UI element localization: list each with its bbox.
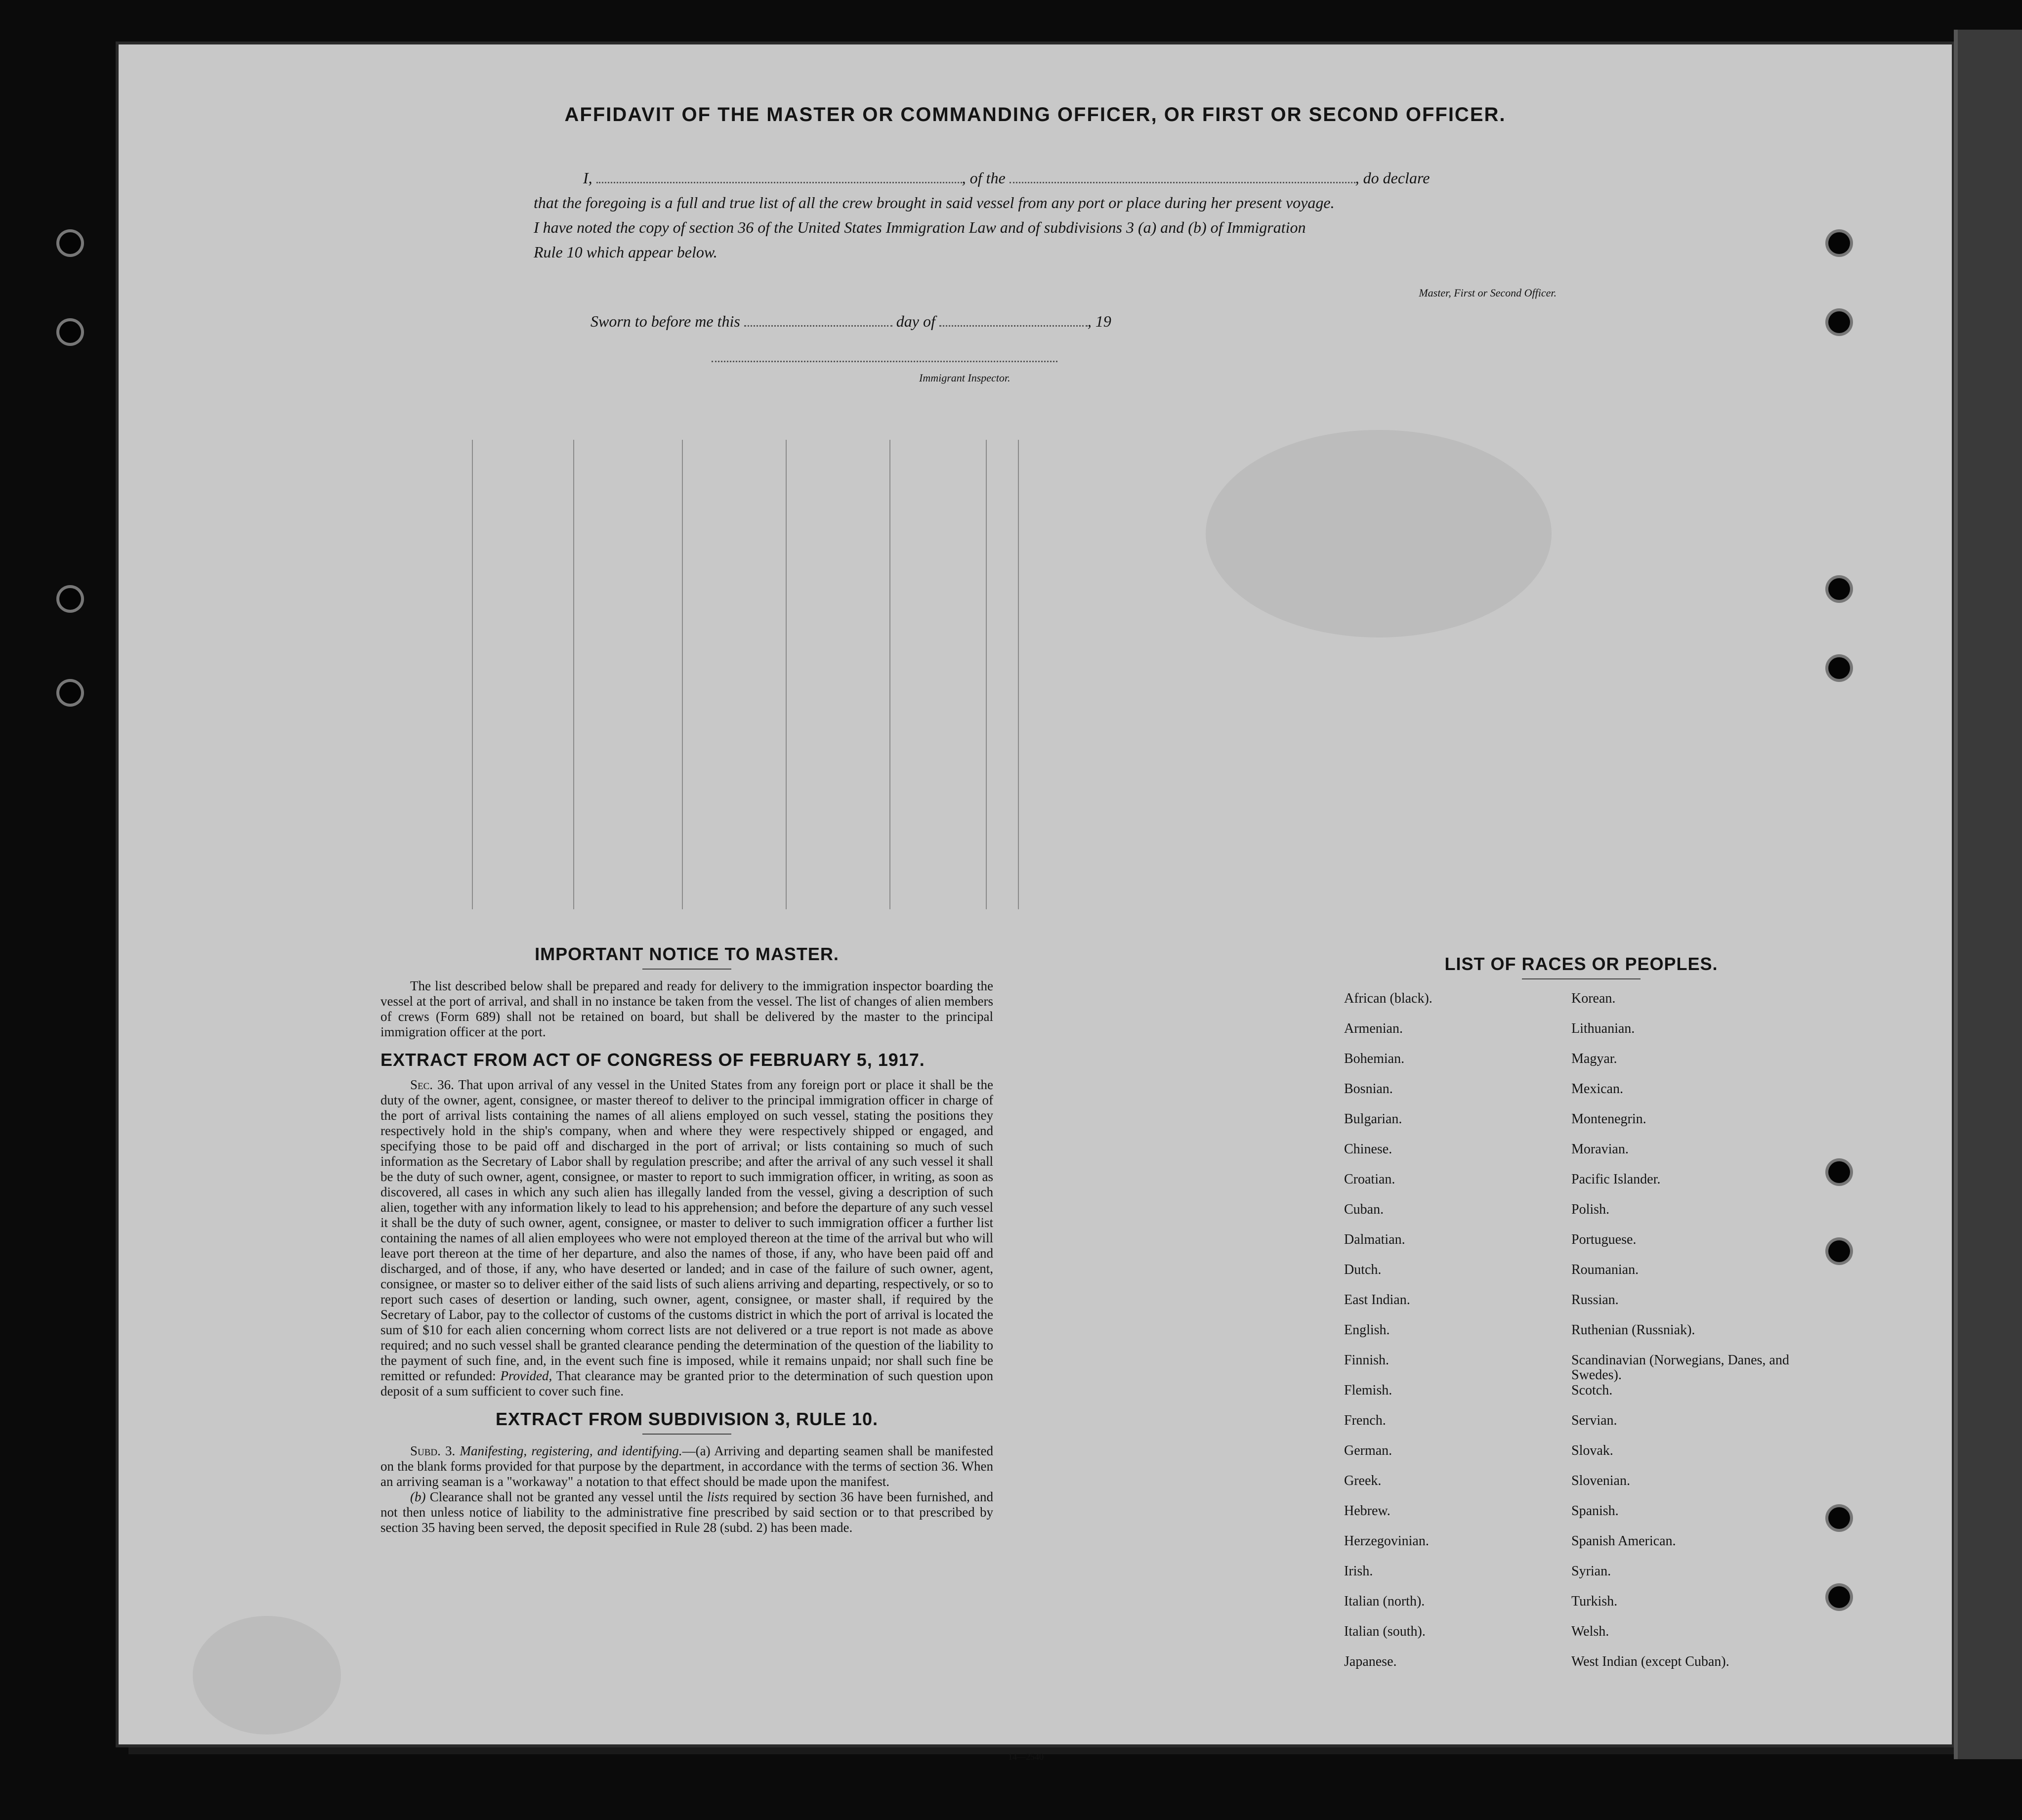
race-item-right: Slovenian. <box>1571 1473 1630 1488</box>
race-item-left: Irish. <box>1344 1564 1373 1579</box>
race-item-left: Italian (south). <box>1344 1624 1426 1639</box>
affidavit-title: AFFIDAVIT OF THE MASTER OR COMMANDING OFFICER, OR FIRST OR SECOND OFFICER. <box>564 104 1506 126</box>
act-section-36 <box>380 1077 993 1399</box>
punch-hole <box>59 232 81 254</box>
race-item-right: Magyar. <box>1571 1051 1617 1066</box>
subd-label: Subd. 3. <box>410 1443 456 1458</box>
subd-b-lists: lists <box>707 1489 729 1504</box>
affidavit-block <box>534 166 1631 264</box>
affidavit-line-4: Rule 10 which appear below. <box>534 243 717 261</box>
affidavit-line-1 <box>534 166 1631 190</box>
form-page <box>119 44 1952 1762</box>
sworn-month-blank[interactable] <box>939 311 1088 327</box>
race-item-left: Finnish. <box>1344 1353 1390 1368</box>
race-item-left: Bulgarian. <box>1344 1111 1402 1127</box>
race-item-right: Turkish. <box>1571 1594 1618 1609</box>
race-item-left: Flemish. <box>1344 1383 1392 1398</box>
punch-hole <box>59 588 81 610</box>
race-item-right: Mexican. <box>1571 1081 1623 1097</box>
subd-b-text-1: Clearance shall not be granted any vessel until the <box>429 1489 703 1504</box>
inspector-signature-blank[interactable] <box>712 361 1057 362</box>
declarant-prefix: I, <box>583 169 592 187</box>
sworn-year: , 19 <box>1087 312 1111 330</box>
race-item-right: Portuguese. <box>1571 1232 1637 1247</box>
race-item-right: West Indian (except Cuban). <box>1571 1654 1729 1669</box>
column-rule <box>472 440 473 909</box>
race-item-right: Russian. <box>1571 1292 1619 1308</box>
column-rule <box>682 440 683 909</box>
sworn-line <box>590 309 1687 334</box>
rule-subdivision-a <box>380 1443 993 1489</box>
punch-hole <box>1828 232 1850 254</box>
section-label: Sec. 36. <box>410 1077 454 1092</box>
race-item-left: German. <box>1344 1443 1392 1458</box>
column-rule <box>986 440 987 909</box>
race-item-left: Herzegovinian. <box>1344 1533 1429 1549</box>
column-rule <box>1018 440 1019 909</box>
race-item-right: Ruthenian (Russniak). <box>1571 1322 1695 1338</box>
binder-edge <box>1954 30 2022 1759</box>
race-item-left: Cuban. <box>1344 1202 1384 1217</box>
heading-rule <box>642 1434 731 1435</box>
proviso-word: Provided, <box>500 1368 552 1383</box>
do-declare-label: , do declare <box>1355 169 1430 187</box>
races-list <box>1344 991 1818 1685</box>
subd-title: Manifesting, registering, and identifying. <box>460 1443 682 1458</box>
column-rule <box>573 440 574 909</box>
race-item-left: Bohemian. <box>1344 1051 1405 1066</box>
section-36-text: That upon arrival of any vessel in the United States from any foreign port or place it shall be the duty of the owner, agent, consignee, or master thereof to deliver to the principal immigration officer in charge of the port of arrival lists containing the names of all aliens employed on such vessel, stating the positions they respectively hold in the ship's company, when and where they were respectively shipped or engaged, and specifying those to be paid off and discharged in the port of arrival; or lists containing so much of such information as the Secretary of Labor shall by regulation prescribe; and after the arrival of any such vessel it shall be the duty of such owner, agent, consignee, or master to report to such immigration officer, in writing, as soon as discovered, all cases in which any such alien has illegally landed from the vessel, giving a description of such alien, together with any information likely to lead to his apprehension; and before the departure of any such vessel it shall be the duty of such owner, agent, consignee, or master to deliver to such immigration officer a further list containing the names of all alien employees who were not employed thereon at the time of the arrival but who will leave port thereon at the time of her departure, and also the names of those, if any, who have been paid off and discharged, and of those, if any, who have deserted or landed; and in case of the failure of such owner, agent, consignee, or master so to deliver either of the said lists of such aliens arriving and departing, respectively, or so to report such cases of desertion or landing, such owner, agent, consignee, or master shall, if required by the Secretary of Labor, pay to the collector of customs of the customs district in which the port of arrival is located the sum of $10 for each alien concerning whom correct lists are not delivered or a true report is not made as above required; and no such vessel shall be granted clearance pending the determination of the question of the liability to the payment of such fine, and, in the event such fine is imposed, while it remains unpaid; nor shall such fine be remitted or refunded: <box>380 1077 994 1383</box>
race-item-left: Greek. <box>1344 1473 1382 1488</box>
race-item-left: Italian (north). <box>1344 1594 1425 1609</box>
punch-hole <box>1828 1161 1850 1183</box>
race-item-left: English. <box>1344 1322 1390 1338</box>
column-rule <box>889 440 890 909</box>
race-item-left: Bosnian. <box>1344 1081 1393 1097</box>
race-item-right: Roumanian. <box>1571 1262 1639 1277</box>
sworn-day-blank[interactable] <box>744 311 892 327</box>
proviso-text: That clearance may be granted prior to the determination of such question upon deposit of a sum sufficient to cover such fine. <box>380 1368 994 1398</box>
race-item-right: Slovak. <box>1571 1443 1613 1458</box>
act-heading: EXTRACT FROM ACT OF CONGRESS OF FEBRUARY 5, 1917. <box>380 1050 925 1070</box>
race-item-left: Dalmatian. <box>1344 1232 1405 1247</box>
heading-rule <box>642 969 731 970</box>
subd-b-text-2: required by section 36 have been furnished, and not then unless notice of liability to the administrative fine prescribed by said section or to that prescribed by section 35 having been served, the deposit specified in Rule 28 (subd. 2) has been made. <box>380 1489 994 1535</box>
race-item-right: Montenegrin. <box>1571 1111 1646 1127</box>
race-item-right: Spanish American. <box>1571 1533 1676 1549</box>
inspector-caption: Immigrant Inspector. <box>919 372 1011 384</box>
form-number: 14—2540 <box>1008 1752 1044 1762</box>
subd-a-text: —(a) Arriving and departing seamen shall be manifested on the blank forms provided for that purpose by the department, in accordance with the terms of section 36. When an arriving seaman is a "workaway" a notation to that effect should be made upon the manifest. <box>380 1443 993 1489</box>
race-item-left: Hebrew. <box>1344 1503 1390 1519</box>
declarant-name-blank[interactable] <box>596 168 962 183</box>
race-item-right: Welsh. <box>1571 1624 1609 1639</box>
race-item-left: Dutch. <box>1344 1262 1382 1277</box>
race-item-left: East Indian. <box>1344 1292 1410 1308</box>
faded-stain <box>1206 430 1552 637</box>
race-item-right: Servian. <box>1571 1413 1617 1428</box>
punch-hole <box>59 682 81 704</box>
notice-body: The list described below shall be prepared and ready for delivery to the immigration inspector boarding the vessel at the port of arrival, and shall in no instance be taken from the vessel. The list of changes of alien members of crews (Form 689) shall not be retained on board, but shall be delivered by the master to the principal immigration officer at the port. <box>380 978 993 1039</box>
race-item-right: Scandinavian (Norwegians, Danes, and Swedes). <box>1571 1353 1789 1383</box>
punch-hole <box>1828 578 1850 600</box>
punch-hole <box>1828 1507 1850 1529</box>
race-item-left: Croatian. <box>1344 1172 1395 1187</box>
rule-subdivision-b <box>380 1489 993 1535</box>
race-item-left: French. <box>1344 1413 1386 1428</box>
race-item-right: Scotch. <box>1571 1383 1613 1398</box>
of-the-label: , of the <box>962 169 1006 187</box>
race-item-left: Japanese. <box>1344 1654 1397 1669</box>
heading-rule <box>1522 978 1641 979</box>
races-heading: LIST OF RACES OR PEOPLES. <box>1444 954 1718 974</box>
notice-heading: IMPORTANT NOTICE TO MASTER. <box>535 944 839 964</box>
race-item-left: Armenian. <box>1344 1021 1403 1036</box>
race-item-right: Korean. <box>1571 991 1616 1006</box>
punch-hole <box>1828 1586 1850 1608</box>
affidavit-line-3: I have noted the copy of section 36 of the United States Immigration Law and of subdivisions 3 (a) and (b) of Immigration <box>534 218 1306 236</box>
races-column <box>1344 954 1818 1685</box>
vessel-name-blank[interactable] <box>1010 168 1355 183</box>
subd-b-label: (b) <box>410 1489 426 1504</box>
race-item-left: African (black). <box>1344 991 1432 1006</box>
column-rule <box>786 440 787 909</box>
punch-hole <box>1828 657 1850 679</box>
signature-caption: Master, First or Second Officer. <box>1419 287 1557 299</box>
sworn-prefix: Sworn to before me this <box>590 312 740 330</box>
faded-stamp <box>193 1616 341 1735</box>
race-item-right: Syrian. <box>1571 1564 1611 1579</box>
punch-hole <box>1828 1240 1850 1262</box>
race-item-right: Lithuanian. <box>1571 1021 1635 1036</box>
punch-hole <box>1828 311 1850 333</box>
race-item-right: Polish. <box>1571 1202 1610 1217</box>
punch-hole <box>59 321 81 343</box>
affidavit-line-2: that the foregoing is a full and true list of all the crew brought in said vessel from any port or place during her present voyage. <box>534 194 1335 212</box>
race-item-right: Moravian. <box>1571 1142 1629 1157</box>
race-item-right: Spanish. <box>1571 1503 1619 1519</box>
rule-heading: EXTRACT FROM SUBDIVISION 3, RULE 10. <box>495 1409 879 1429</box>
race-item-right: Pacific Islander. <box>1571 1172 1661 1187</box>
race-item-left: Chinese. <box>1344 1142 1392 1157</box>
notice-column <box>380 944 993 1535</box>
sworn-day-of: day of <box>896 312 935 330</box>
